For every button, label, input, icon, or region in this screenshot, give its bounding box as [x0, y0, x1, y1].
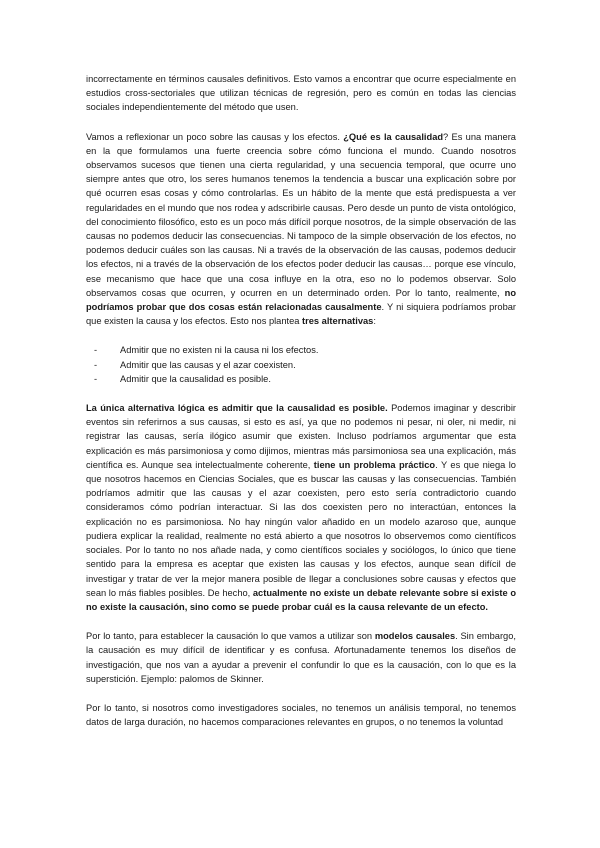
list-item	[86, 358, 516, 372]
text-run: Vamos a reflexionar un poco sobre las causas y los efectos.	[86, 131, 344, 142]
page-content	[86, 72, 516, 744]
text-run: . Y es que niega lo que nosotros hacemos en Ciencias Sociales, que es buscar las causas y las consecuencias. También podríamos admitir que las causas y el azar coexisten, pero esto sería contradictorio cuando consideramos cómo podrían interactuar. Si las dos coexisten pero no interactúan, entonces la explicación no es parsimoniosa. No hay ningún valor añadido en un modelo azaroso que, aunque pudiera explicar la realidad, realmente no está abierto a que nosotros lo observemos como científicos sociales. Por lo tanto no nos añade nada, y como científicos sociales y sociólogos, lo único que tiene sentido para la empresa es aceptar que existen las causas y los efectos, aunque sean difícil de investigar y tratar de ver la mejor manera posible de llegar a conclusiones sobre causas y efectos que sean lo más fiables posibles. De hecho,	[86, 459, 516, 598]
list-dash: -	[94, 359, 98, 370]
bold-run: actualmente no existe un debate relevante sobre si existe o no existe la causación, sino como se puede probar cuál es la causa relevante de un efecto.	[86, 587, 516, 612]
bold-run: tiene un problema práctico	[313, 459, 436, 470]
paragraph-1-text: incorrectamente en términos causales definitivos. Esto vamos a encontrar que ocurre especialmente en estudios cross-sectoriales que utilizan técnicas de regresión, pero es común en todas las ciencias sociales independientemente del método que usen.	[86, 74, 516, 113]
bold-run: modelos causales	[374, 631, 456, 642]
paragraph-2	[86, 130, 516, 329]
bold-run: no podríamos probar que dos cosas están relacionadas causalmente	[86, 287, 516, 313]
bold-run: ¿Qué es la causalidad	[343, 131, 444, 142]
text-run: Por lo tanto, para establecer la causación lo que vamos a utilizar son	[86, 631, 375, 642]
list-item	[86, 372, 516, 386]
text-run: ? Es una manera en la que formulamos una fuerte creencia sobre cómo funciona el mundo. Cuando nosotros observamos sucesos que tienen una cierta regularidad, y una secuencia temporal, que ocurre uno siempre antes que otro, los seres humanos tenemos la tendencia a buscar una explicación sobre por qué ocurren esas cosas y cómo controlarlas. Es un hábito de la mente que está predispuesta a ver regularidades en el mundo que nos rodea y adscribirle causas. Pero desde un punto de vista ontológico, del conocimiento filosófico, esto es un poco más difícil porque nosotros, de la simple observación de las causas no podemos deducir las consecuencias. Ni tampoco de la simple observación de los efectos, no podemos deducir cuáles son las causas. Ni a través de la observación de las causas, podemos deducir los efectos, ni a través de la observación de los efectos poder deducir las causas… porque ese vínculo, ese mecanismo que hace que una cosa influye en la otra, eso no lo podemos observar. Solo observamos cosas que ocurren, y ocurren en un determinado orden. Por lo tanto, realmente,	[86, 131, 516, 298]
paragraph-5-text: Por lo tanto, si nosotros como investigadores sociales, no tenemos un análisis temporal, no tenemos datos de larga duración, no hacemos comparaciones relevantes en grupos, o no tenemos la voluntad	[86, 702, 516, 728]
paragraph-1	[86, 72, 516, 115]
list-dash: -	[94, 373, 98, 384]
alternatives-list	[86, 343, 516, 386]
text-run: Podemos imaginar y describir eventos sin referirnos a sus causas, si esto es así, ya que no podemos ni pesar, ni oler, ni medir, ni registrar las causas, sería ilógico asumir que existen. Incluso podríamos argumentar que esta explicación es más parsimoniosa y como dijimos, mientras más parsimoniosa sea una explicación, más científica es. Aunque sea intelectualmente coherente,	[86, 403, 516, 470]
bold-run: tres alternativas	[302, 316, 374, 327]
paragraph-3	[86, 401, 516, 614]
text-run: . Y ni siquiera podríamos probar que existen la causa y los efectos. Esto nos plantea	[86, 302, 516, 327]
bold-run: La única alternativa lógica es admitir que la causalidad es posible.	[86, 403, 388, 414]
text-run: :	[373, 316, 376, 327]
paragraph-4	[86, 629, 516, 686]
list-item-text: Admitir que las causas y el azar coexisten.	[120, 359, 296, 370]
list-item	[86, 343, 516, 357]
text-run: . Sin embargo, la causación es muy difícil de identificar y es confusa. Afortunadamente tenemos los diseños de investigación, que nos van a ayudar a prevenir el confundir lo que es la causación, con lo que es la superstición. Ejemplo: palomos de Skinner.	[86, 631, 516, 684]
list-dash: -	[94, 345, 98, 356]
paragraph-5	[86, 701, 516, 729]
list-item-text: Admitir que no existen ni la causa ni los efectos.	[120, 345, 319, 356]
list-item-text: Admitir que la causalidad es posible.	[120, 373, 271, 384]
